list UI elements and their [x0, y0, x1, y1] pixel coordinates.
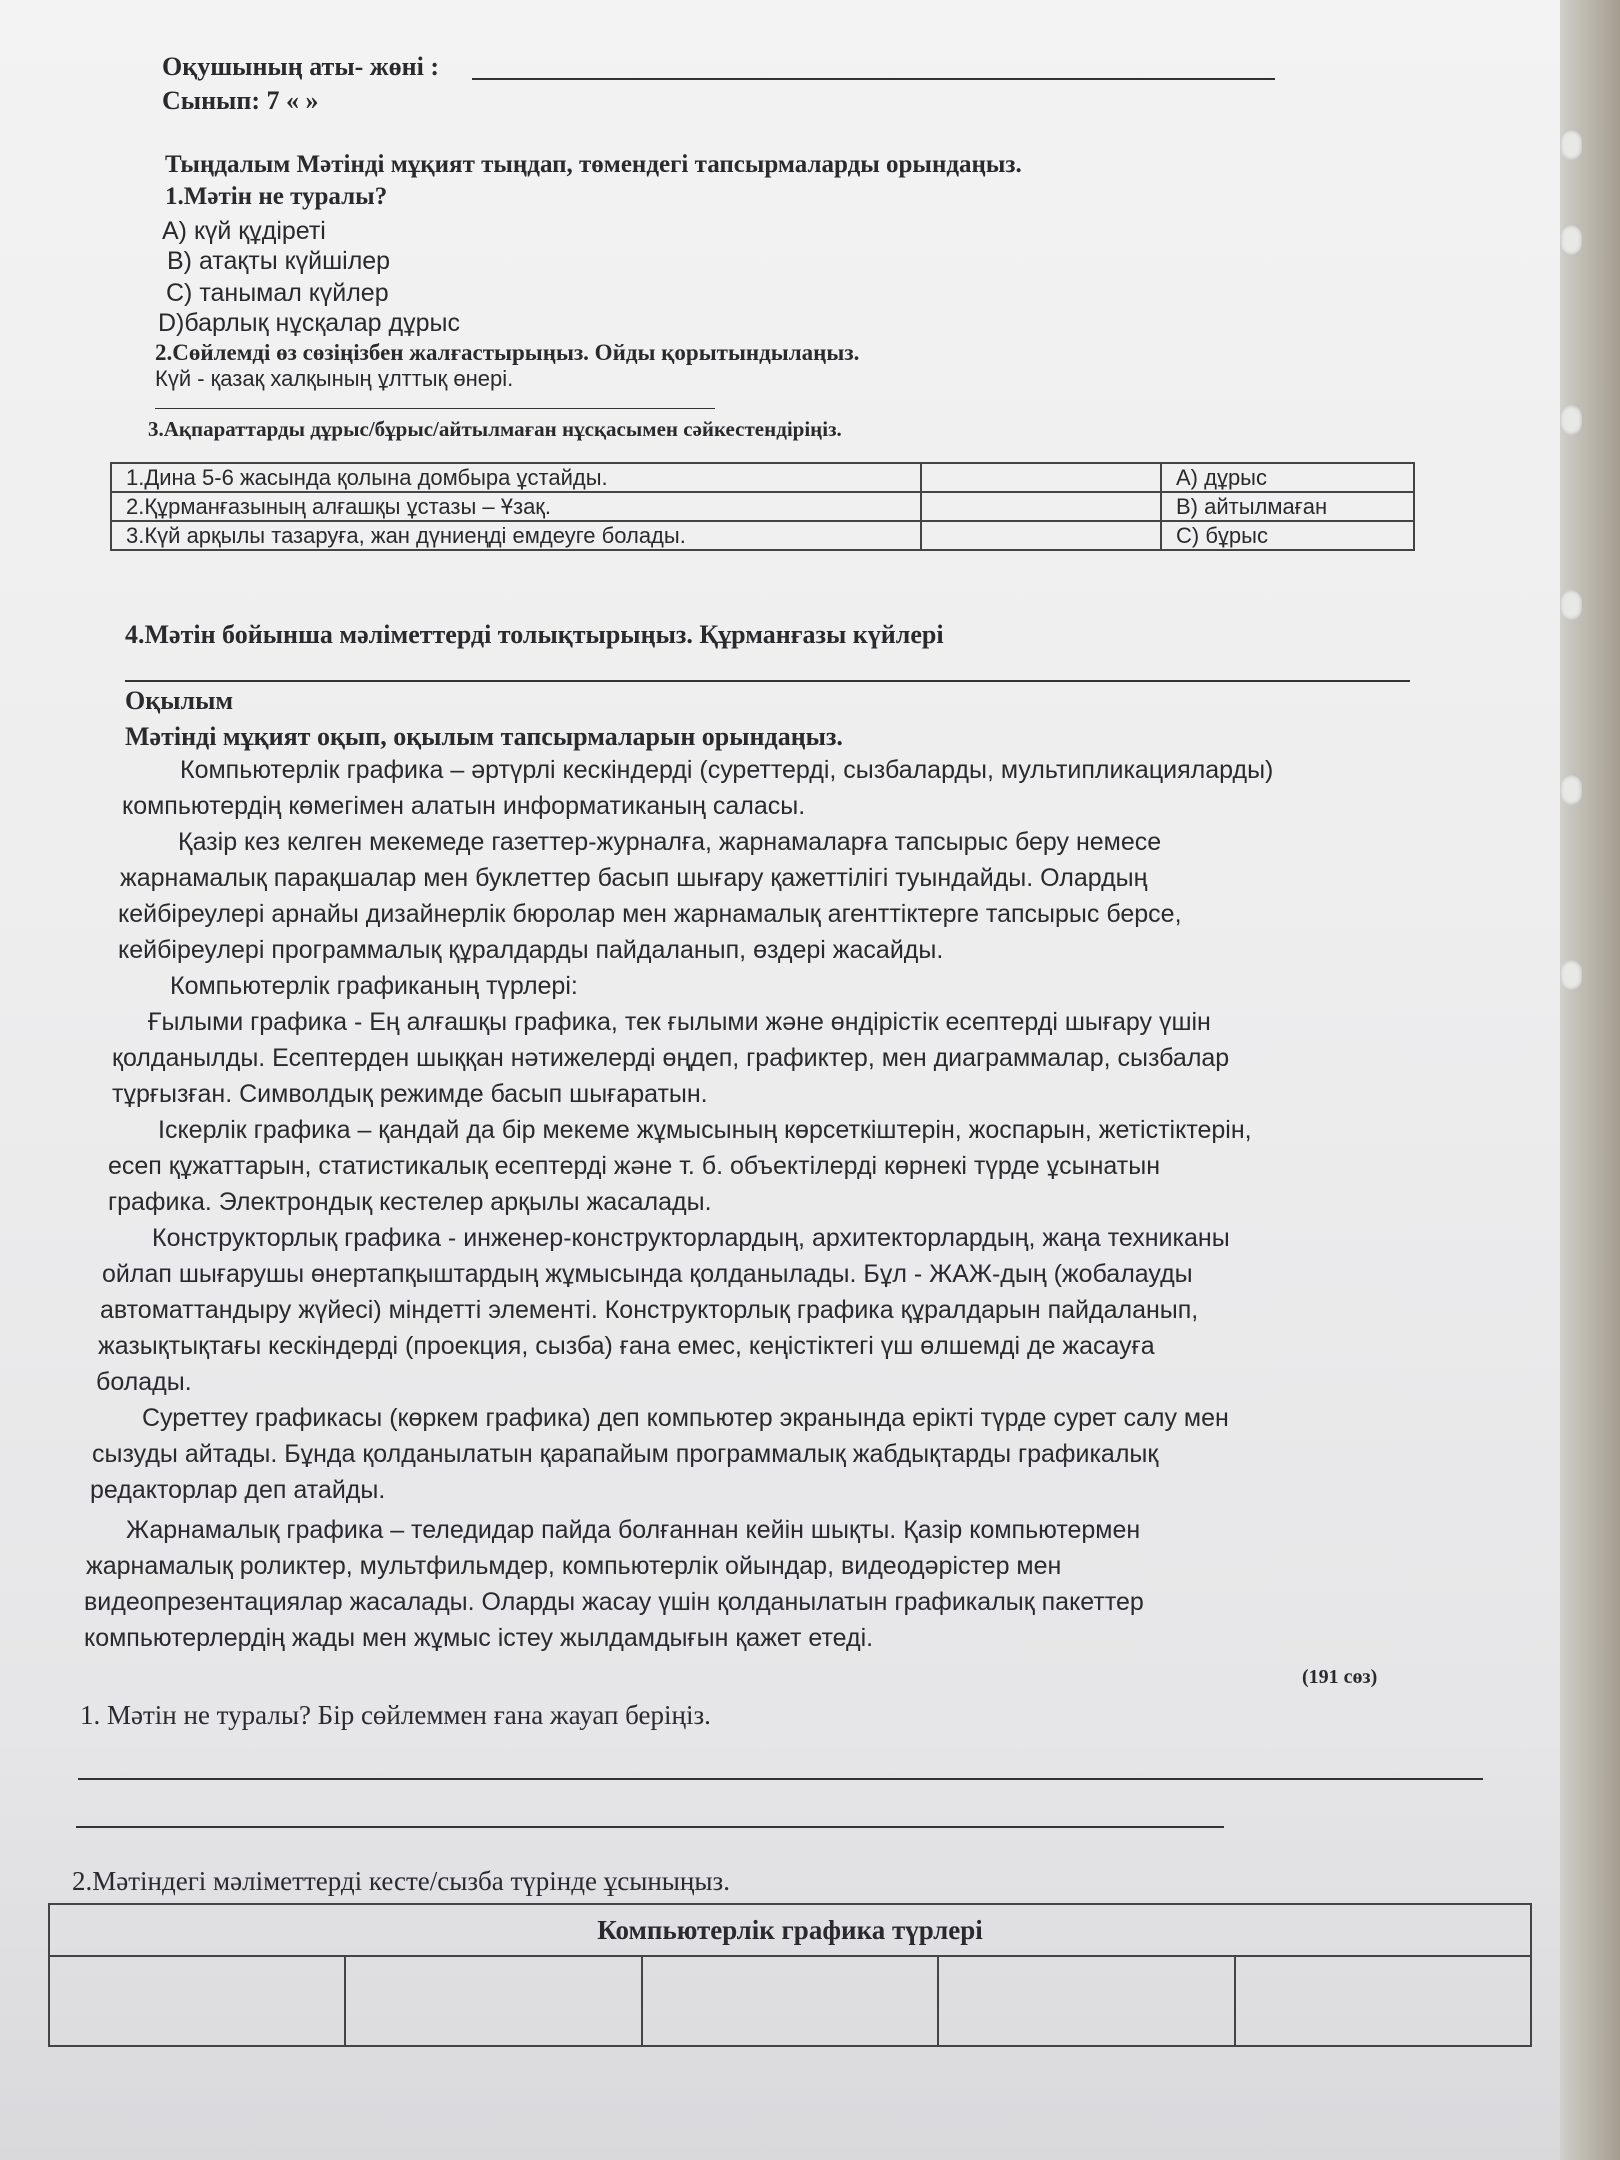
punch-hole [1560, 225, 1582, 255]
listening-instruction: Тыңдалым Мәтінді мұқият тыңдап, төмендегі тапсырмаларды орындаңыз. [165, 151, 1022, 178]
word-count: (191 сөз) [1302, 1666, 1378, 1688]
punch-hole [1560, 405, 1582, 435]
reading-line: видеопрезентациялар жасалады. Оларды жасау үшін қолданылатын графикалық пакеттер [84, 1588, 1144, 1616]
q1-option-d: D)барлық нұсқалар дұрыс [158, 309, 460, 337]
answer-cell[interactable] [921, 492, 1161, 521]
option-cell: В) айтылмаған [1161, 492, 1414, 521]
reading-line: компьютерлердің жады мен жұмыс істеу жылдамдығын қажет етеді. [84, 1624, 874, 1652]
reading-line: Ғылыми графика - Ең алғашқы графика, тек ғылыми және өндірістік есептерді шығару үшін [148, 1008, 1211, 1036]
statement-cell: 1.Дина 5-6 жасында қолына домбыра ұстайды. [111, 463, 921, 492]
reading-line: жарнамалық роликтер, мультфильмдер, компьютерлік ойындар, видеодәрістер мен [86, 1552, 1062, 1580]
table-row [49, 1904, 1531, 1956]
reading-line: қолданылды. Есептерден шыққан нәтижелерді өңдеп, графиктер, мен диаграммалар, сызбалар [112, 1044, 1230, 1072]
student-name-line [472, 78, 1275, 80]
reading-line: жазықтықтағы кескіндерді (проекция, сызба) ғана емес, кеңістіктегі үш өлшемді де жасауға [98, 1332, 1155, 1360]
reading-line: ойлап шығарушы өнертапқыштардың жұмысында қолданылады. Бұл - ЖАЖ-дың (жобалауды [102, 1260, 1193, 1288]
q1-option-b: В) атақты күйшілер [167, 247, 391, 275]
statement-cell: 3.Күй арқылы тазаруға, жан дүниеңді емдеуге болады. [111, 521, 921, 550]
punch-hole [1560, 590, 1582, 620]
reading-line: компьютердің көмегімен алатын информатиканың саласы. [122, 792, 806, 820]
reading-line: Суреттеу графикасы (көркем графика) деп компьютер экранында ерікті түрде сурет салу мен [142, 1404, 1229, 1432]
q2-sentence: Күй - қазақ халқының ұлттық өнері. [155, 366, 514, 391]
reading-line: Компьютерлік графиканың түрлері: [170, 972, 578, 1000]
answer-cell[interactable] [921, 521, 1161, 550]
listening-q4: 4.Мәтін бойынша мәліметтерді толықтырыңыз. Құрманғазы күйлері [125, 620, 944, 649]
reading-line: тұрғызған. Символдық режимде басып шығаратын. [112, 1080, 708, 1108]
reading-line: графика. Электрондық кестелер арқылы жасалады. [108, 1188, 712, 1216]
reading-line: есеп құжаттарын, статистикалық есептерді және т. б. объектілерді көрнекі түрде ұсынатын [108, 1152, 1161, 1180]
answer-cell[interactable] [1235, 1956, 1531, 2046]
q4-answer-line [125, 680, 1410, 682]
table-header: Компьютерлік графика түрлері [49, 1904, 1531, 1956]
class-label: Сынып: 7 « » [162, 86, 319, 115]
punch-hole [1560, 130, 1582, 160]
answer-cell[interactable] [345, 1956, 641, 2046]
reading-line: редакторлар деп атайды. [90, 1476, 386, 1504]
reading-q1: 1. Мәтін не туралы? Бір сөйлеммен ғана жауап беріңіз. [80, 1700, 711, 1730]
reading-line: Конструкторлық графика - инженер-конструкторлардың, архитекторлардың, жаңа техниканы [152, 1224, 1230, 1252]
listening-q1: 1.Мәтін не туралы? [165, 183, 388, 210]
option-cell: С) бұрыс [1161, 521, 1414, 550]
listening-q3: 3.Ақпараттарды дұрыс/бұрыс/айтылмаған нұсқасымен сәйкестендіріңіз. [148, 417, 842, 441]
reading-line: болады. [96, 1368, 192, 1396]
reading-line: Компьютерлік графика – әртүрлі кескіндерді (суреттерді, сызбаларды, мультипликацияларды) [180, 756, 1274, 784]
q2-answer-line [155, 408, 715, 409]
table-row [111, 492, 1414, 521]
option-cell: А) дұрыс [1161, 463, 1414, 492]
table-row [111, 463, 1414, 492]
student-name-label: Оқушының аты- жөні : [162, 52, 439, 81]
reading-title: Оқылым [125, 686, 234, 715]
reading-line: Қазір кез келген мекемеде газеттер-журналға, жарнамаларға тапсырыс беру немесе [178, 828, 1162, 856]
punch-hole [1560, 960, 1582, 990]
reading-line: кейбіреулері арнайы дизайнерлік бюролар мен жарнамалық агенттіктерге тапсырыс берсе, [118, 900, 1182, 928]
q1-option-c: С) танымал күйлер [166, 279, 389, 307]
table-row [111, 521, 1414, 550]
listening-q2: 2.Сөйлемді өз сөзіңізбен жалғастырыңыз. Ойды қорытындылаңыз. [155, 340, 860, 365]
reading-line: сызуды айтады. Бұнда қолданылатын қарапайым программалық жабдықтарды графикалық [92, 1440, 1159, 1468]
answer-cell[interactable] [938, 1956, 1234, 2046]
reading-q1-line [78, 1778, 1483, 1780]
reading-line: жарнамалық парақшалар мен буклеттер басып шығару қажеттілігі туындайды. Олардың [120, 864, 1148, 892]
reading-q1-line [76, 1826, 1224, 1828]
answer-cell[interactable] [49, 1956, 345, 2046]
q1-option-a: А) күй құдіреті [162, 217, 326, 245]
graphics-types-table [48, 1903, 1532, 2047]
reading-q2: 2.Мәтіндегі мәліметтерді кесте/сызба түрінде ұсыныңыз. [72, 1866, 730, 1896]
matching-table [110, 462, 1415, 551]
punch-hole [1560, 775, 1582, 805]
reading-line: Жарнамалық графика – теледидар пайда болғаннан кейін шықты. Қазір компьютермен [126, 1516, 1141, 1544]
reading-instruction: Мәтінді мұқият оқып, оқылым тапсырмаларын орындаңыз. [125, 722, 843, 751]
answer-cell[interactable] [921, 463, 1161, 492]
reading-line: автоматтандыру жүйесі) міндетті элементі. Конструкторлық графика құралдарын пайдаланып, [100, 1296, 1199, 1324]
reading-line: Іскерлік графика – қандай да бір мекеме жұмысының көрсеткіштерін, жоспарын, жетістіктерін, [158, 1116, 1252, 1144]
reading-line: кейбіреулері программалық құралдарды пайдаланып, өздері жасайды. [118, 936, 944, 964]
table-row [49, 1956, 1531, 2046]
statement-cell: 2.Құрманғазының алғашқы ұстазы – Ұзақ. [111, 492, 921, 521]
answer-cell[interactable] [642, 1956, 938, 2046]
